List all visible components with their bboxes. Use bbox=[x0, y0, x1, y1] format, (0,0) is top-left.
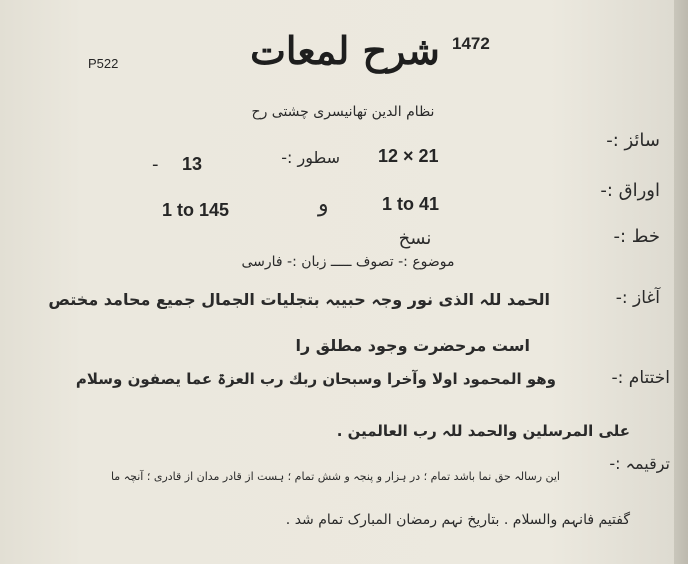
lines-dash: - bbox=[152, 154, 159, 175]
script-label: خط :- bbox=[613, 226, 660, 247]
script-value: نسخ bbox=[398, 228, 432, 249]
incipit-line-1: الحمد للہ الذی نور وجہ حبیبہ بتجلیات الجمال جمیع محامد مختص bbox=[48, 290, 550, 309]
colophon-label: ترقیمہ :- bbox=[609, 454, 670, 473]
folios-range-1: 1 to 41 bbox=[382, 194, 440, 214]
author-name: نظام الدین تھانیسری چشتی رح bbox=[251, 104, 435, 120]
colophon-line-1: این رسالہ حق نما باشد تمام ؛ در ہزار و پنجہ و شش تمام ؛ ہست از قادر مدان از قادری ؛ آنچہ ما bbox=[110, 470, 560, 483]
size-label: سائز :- bbox=[606, 130, 660, 151]
explicit-label: اختتام :- bbox=[611, 368, 670, 388]
size-value: 12 × 21 bbox=[378, 146, 439, 166]
explicit-line-1: وھو المحمود اولا وآخرا وسبحان ربك رب العزۃ عما یصفون وسلام bbox=[75, 370, 556, 388]
incipit-line-2: است مرحضرت وجود مطلق را bbox=[295, 336, 530, 355]
shelf-mark: P522 bbox=[88, 56, 119, 71]
folios-label: اوراق :- bbox=[600, 180, 660, 201]
folios-and: و bbox=[318, 192, 329, 217]
page-gutter bbox=[674, 0, 688, 564]
explicit-line-2: علی المرسلین والحمد للہ رب العالمین . bbox=[336, 422, 630, 440]
manuscript-title: شرح لمعات bbox=[250, 28, 440, 73]
lines-value: 13 bbox=[182, 154, 203, 174]
subject-language: موضوع :- تصوف ـــــ زبان :- فارسی bbox=[241, 254, 455, 270]
folios-range-2: 1 to 145 bbox=[162, 200, 230, 220]
lines-label: سطور :- bbox=[281, 148, 340, 167]
catalog-number: 1472 bbox=[452, 34, 490, 53]
incipit-label: آغاز :- bbox=[615, 288, 660, 308]
colophon-line-2: گفتیم فانہم والسلام . بتاریخ نہم رمضان المبارک تمام شد . bbox=[285, 512, 630, 528]
